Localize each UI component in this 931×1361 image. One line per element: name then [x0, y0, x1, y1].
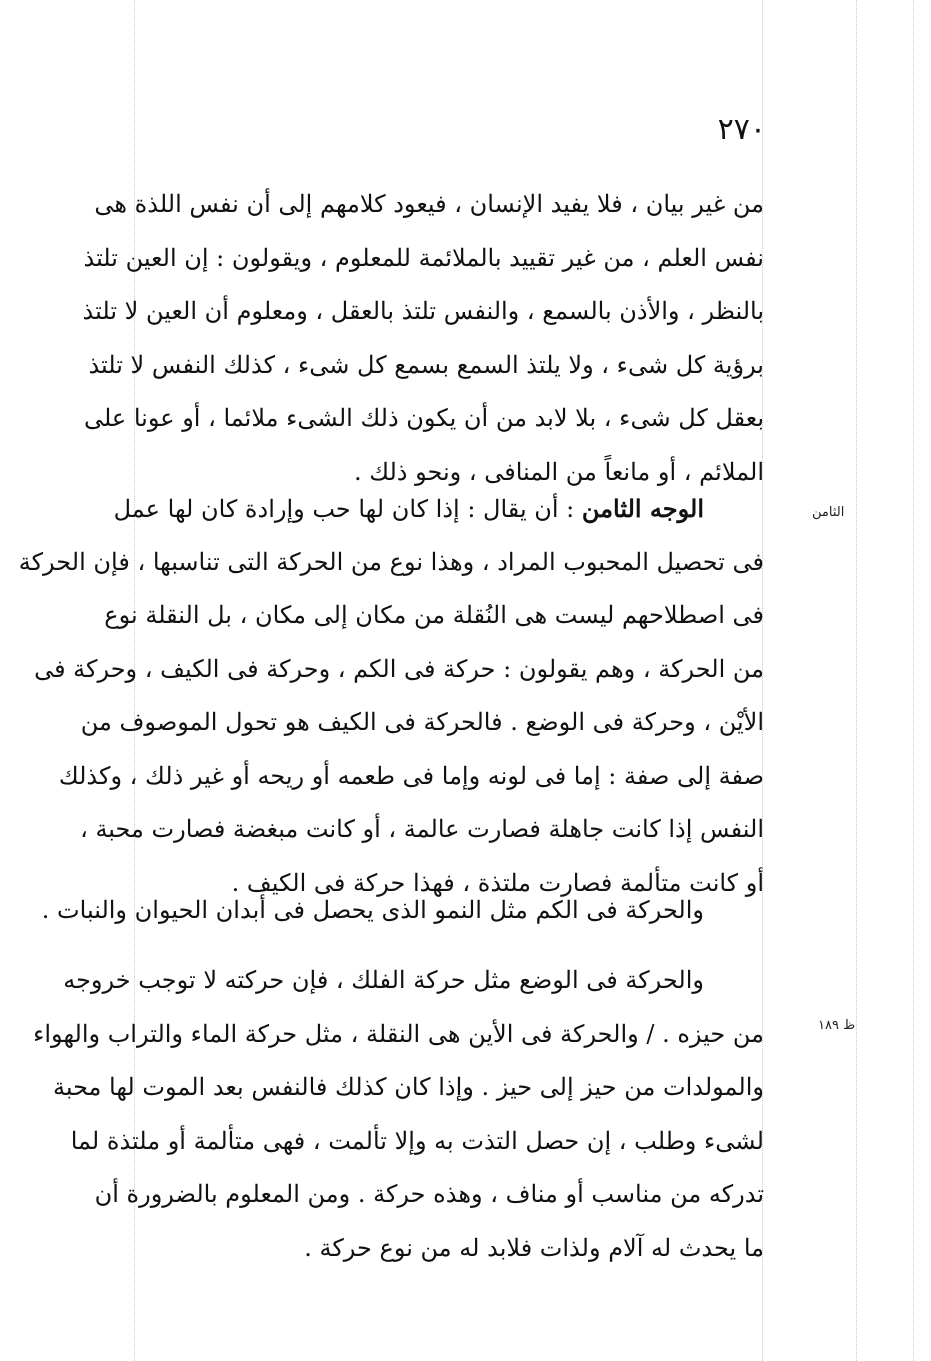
heading-continuation: : أن يقال : إذا كان لها حب وإرادة كان لها عمل	[113, 495, 582, 523]
scan-guide-line	[913, 0, 914, 1361]
margin-note-folio: ظ ١٨٩	[818, 1018, 856, 1033]
text-line: فى تحصيل المحبوب المراد ، وهذا نوع من الحركة التى تناسبها ، فإن الحركة	[18, 547, 764, 576]
scan-guide-line	[856, 0, 857, 1361]
text-line: والحركة فى الكم مثل النمو الذى يحصل فى أبدان الحيوان والنبات .	[41, 896, 704, 924]
text-line: والحركة فى الوضع مثل حركة الفلك ، فإن حركته لا توجب خروجه	[63, 966, 704, 994]
text-line: لشىء وطلب ، إن حصل التذت به وإلا تألمت ، فهى متألمة أو ملتذة لما	[70, 1126, 764, 1155]
text-line: ما يحدث له آلام ولذات فلابد له من نوع حركة .	[304, 1233, 764, 1262]
text-line: من حيزه . / والحركة فى الأين هى النقلة ، مثل حركة الماء والتراب والهواء	[33, 1019, 764, 1048]
text-line: النفس إذا كانت جاهلة فصارت عالمة ، أو كانت مبغضة فصارت محبة ،	[80, 815, 764, 843]
paragraph-4	[33, 954, 764, 1275]
text-line: برؤية كل شىء ، ولا يلتذ السمع بسمع كل شىء ، كذلك النفس لا تلتذ	[88, 350, 764, 379]
paragraph-1	[82, 178, 764, 499]
text-line: من غير بيان ، فلا يفيد الإنسان ، فيعود كلامهم إلى أن نفس اللذة هى	[94, 190, 764, 218]
text-line: من الحركة ، وهم يقولون : حركة فى الكم ، وحركة فى الكيف ، وحركة فى	[34, 654, 764, 683]
text-line: الأيْن ، وحركة فى الوضع . فالحركة فى الكيف هو تحول الموصوف من	[80, 708, 764, 736]
text-line: صفة إلى صفة : إما فى لونه وإما فى طعمه أو ريحه أو غير ذلك ، وكذلك	[58, 761, 764, 790]
text-line: والمولدات من حيز إلى حيز . وإذا كان كذلك فالنفس بعد الموت لها محبة	[52, 1073, 764, 1101]
text-line: نفس العلم ، من غير تقييد بالملائمة للمعلوم ، ويقولون : إن العين تلتذ	[83, 243, 764, 272]
text-line: فى اصطلاحهم ليست هى النُقلة من مكان إلى مكان ، بل النقلة نوع	[104, 601, 764, 629]
section-heading: الوجه الثامن	[581, 494, 704, 523]
text-line: بالنظر ، والأذن بالسمع ، والنفس تلتذ بالعقل ، ومعلوم أن العين لا تلتذ	[82, 297, 764, 325]
text-line: الملائم ، أو مانعاً من المنافى ، ونحو ذلك .	[353, 457, 764, 486]
margin-note-eighth: الثامن	[812, 505, 845, 520]
text-line: أو كانت متألمة فصارت ملتذة ، فهذا حركة فى الكيف .	[231, 868, 764, 897]
paragraph-3	[41, 884, 764, 938]
text-line	[113, 482, 764, 536]
page-number: ٢٧٠	[717, 112, 766, 147]
text-line: بعقل كل شىء ، بلا لابد من أن يكون ذلك الشىء ملائما ، أو عونا على	[83, 404, 764, 432]
text-line: تدركه من مناسب أو مناف ، وهذه حركة . ومن المعلوم بالضرورة أن	[94, 1180, 764, 1208]
